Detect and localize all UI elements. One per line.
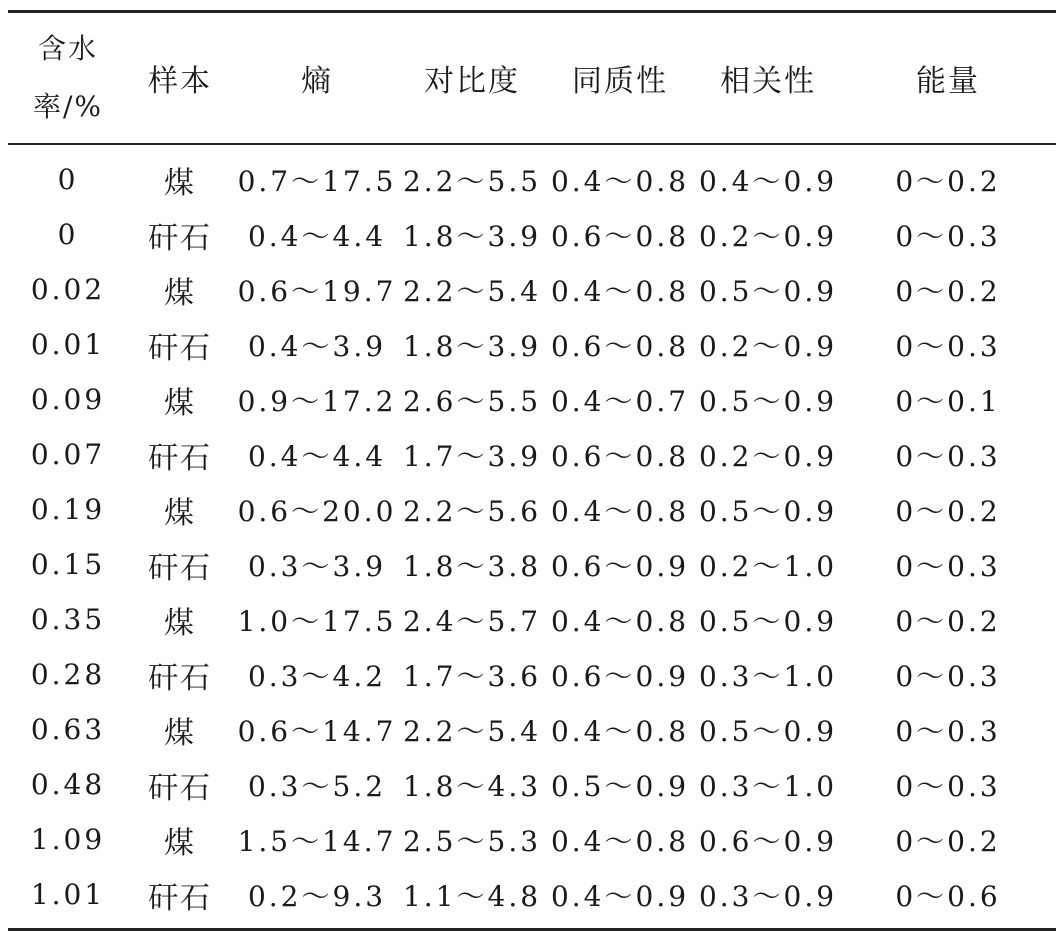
cell-correlation: 0.5～0.9 (698, 714, 838, 748)
cell-correlation: 0.2～0.9 (698, 219, 838, 253)
header-moisture-line1: 含水 (37, 32, 98, 65)
cell-moisture: 0 (57, 163, 79, 196)
cell-moisture: 0.02 (30, 273, 106, 306)
cell-homogeneity: 0.4～0.8 (550, 494, 690, 528)
cell-moisture: 0.28 (30, 658, 106, 691)
cell-entropy: 0.6～20.0 (237, 494, 397, 528)
cell-entropy: 0.3～4.2 (247, 659, 387, 693)
cell-homogeneity: 0.4～0.8 (550, 274, 690, 308)
cell-correlation: 0.3～1.0 (698, 659, 838, 693)
cell-homogeneity: 0.6～0.9 (550, 549, 690, 583)
cell-sample: 煤 (164, 385, 196, 421)
cell-entropy: 1.0～17.5 (237, 604, 397, 638)
cell-correlation: 0.4～0.9 (698, 164, 838, 198)
cell-correlation: 0.6～0.9 (698, 824, 838, 858)
cell-entropy: 0.2～9.3 (247, 879, 387, 913)
cell-contrast: 1.1～4.8 (402, 879, 542, 913)
cell-contrast: 2.6～5.5 (402, 384, 542, 418)
cell-entropy: 0.6～19.7 (237, 274, 397, 308)
cell-contrast: 1.8～4.3 (402, 769, 542, 803)
cell-sample: 煤 (164, 605, 196, 641)
cell-sample: 矸石 (148, 220, 212, 256)
cell-homogeneity: 0.4～0.8 (550, 824, 690, 858)
cell-moisture: 0 (57, 218, 79, 251)
table-row (8, 317, 1056, 372)
cell-sample: 矸石 (148, 770, 212, 806)
cell-homogeneity: 0.5～0.9 (550, 769, 690, 803)
table-row (8, 537, 1056, 592)
header-moisture (8, 13, 128, 143)
cell-correlation: 0.2～1.0 (698, 549, 838, 583)
cell-energy: 0～0.2 (895, 604, 1001, 638)
cell-energy: 0～0.3 (895, 439, 1001, 473)
cell-contrast: 1.8～3.9 (402, 329, 542, 363)
cell-entropy: 0.7～17.5 (237, 164, 397, 198)
cell-moisture: 0.15 (30, 548, 106, 581)
header-correlation: 相关性 (720, 64, 816, 99)
cell-correlation: 0.2～0.9 (698, 329, 838, 363)
cell-homogeneity: 0.4～0.7 (550, 384, 690, 418)
cell-contrast: 2.2～5.6 (402, 494, 542, 528)
cell-entropy: 0.3～3.9 (247, 549, 387, 583)
cell-correlation: 0.3～1.0 (698, 769, 838, 803)
cell-contrast: 2.5～5.3 (402, 824, 542, 858)
table-row (8, 262, 1056, 317)
header-moisture-line2: 率/% (32, 90, 104, 123)
cell-sample: 煤 (164, 165, 196, 201)
cell-moisture: 0.19 (30, 493, 106, 526)
header-energy: 能量 (916, 64, 980, 99)
header-entropy: 熵 (301, 64, 333, 99)
cell-moisture: 0.07 (30, 438, 106, 471)
cell-sample: 煤 (164, 825, 196, 861)
cell-energy: 0～0.2 (895, 164, 1001, 198)
cell-homogeneity: 0.6～0.8 (550, 329, 690, 363)
cell-energy: 0～0.3 (895, 549, 1001, 583)
cell-contrast: 1.7～3.9 (402, 439, 542, 473)
cell-sample: 矸石 (148, 660, 212, 696)
header-contrast: 对比度 (424, 64, 520, 99)
table-row (8, 152, 1056, 207)
cell-energy: 0～0.2 (895, 824, 1001, 858)
table-row (8, 592, 1056, 647)
cell-correlation: 0.5～0.9 (698, 274, 838, 308)
cell-correlation: 0.5～0.9 (698, 604, 838, 638)
cell-contrast: 2.2～5.4 (402, 274, 542, 308)
cell-homogeneity: 0.6～0.8 (550, 439, 690, 473)
table-row (8, 427, 1056, 482)
header-homogeneity: 同质性 (572, 64, 668, 99)
table-header (8, 13, 1056, 143)
cell-correlation: 0.3～0.9 (698, 879, 838, 913)
cell-energy: 0～0.3 (895, 714, 1001, 748)
cell-moisture: 0.63 (30, 713, 106, 746)
cell-sample: 矸石 (148, 440, 212, 476)
cell-entropy: 0.4～4.4 (247, 219, 387, 253)
cell-sample: 煤 (164, 275, 196, 311)
cell-correlation: 0.5～0.9 (698, 384, 838, 418)
cell-energy: 0～0.3 (895, 329, 1001, 363)
cell-contrast: 1.8～3.8 (402, 549, 542, 583)
cell-contrast: 1.7～3.6 (402, 659, 542, 693)
cell-homogeneity: 0.4～0.8 (550, 604, 690, 638)
cell-homogeneity: 0.4～0.9 (550, 879, 690, 913)
cell-sample: 矸石 (148, 330, 212, 366)
cell-sample: 矸石 (148, 550, 212, 586)
cell-energy: 0～0.3 (895, 659, 1001, 693)
cell-contrast: 2.4～5.7 (402, 604, 542, 638)
cell-energy: 0～0.2 (895, 274, 1001, 308)
cell-homogeneity: 0.6～0.8 (550, 219, 690, 253)
table-row (8, 482, 1056, 537)
table-row (8, 867, 1056, 922)
table-row (8, 812, 1056, 867)
cell-energy: 0～0.1 (895, 384, 1001, 418)
cell-correlation: 0.2～0.9 (698, 439, 838, 473)
data-table (8, 10, 1056, 931)
cell-moisture: 0.35 (30, 603, 106, 636)
table-body (8, 145, 1056, 928)
cell-entropy: 0.4～3.9 (247, 329, 387, 363)
cell-moisture: 1.01 (30, 878, 106, 911)
cell-homogeneity: 0.6～0.9 (550, 659, 690, 693)
cell-energy: 0～0.3 (895, 769, 1001, 803)
cell-contrast: 2.2～5.5 (402, 164, 542, 198)
cell-sample: 煤 (164, 495, 196, 531)
cell-moisture: 0.09 (30, 383, 106, 416)
cell-entropy: 0.3～5.2 (247, 769, 387, 803)
table-row (8, 757, 1056, 812)
cell-contrast: 2.2～5.4 (402, 714, 542, 748)
cell-sample: 煤 (164, 715, 196, 751)
cell-moisture: 0.01 (30, 328, 106, 361)
cell-contrast: 1.8～3.9 (402, 219, 542, 253)
cell-homogeneity: 0.4～0.8 (550, 714, 690, 748)
cell-moisture: 1.09 (30, 823, 106, 856)
cell-energy: 0～0.2 (895, 494, 1001, 528)
cell-correlation: 0.5～0.9 (698, 494, 838, 528)
cell-entropy: 0.6～14.7 (237, 714, 397, 748)
cell-homogeneity: 0.4～0.8 (550, 164, 690, 198)
cell-moisture: 0.48 (30, 768, 106, 801)
cell-entropy: 1.5～14.7 (237, 824, 397, 858)
cell-entropy: 0.9～17.2 (237, 384, 397, 418)
table-row (8, 702, 1056, 757)
cell-entropy: 0.4～4.4 (247, 439, 387, 473)
table-row (8, 372, 1056, 427)
table-row (8, 647, 1056, 702)
table-row (8, 207, 1056, 262)
header-sample: 样本 (148, 64, 212, 99)
cell-energy: 0～0.6 (895, 879, 1001, 913)
cell-energy: 0～0.3 (895, 219, 1001, 253)
cell-sample: 矸石 (148, 880, 212, 916)
